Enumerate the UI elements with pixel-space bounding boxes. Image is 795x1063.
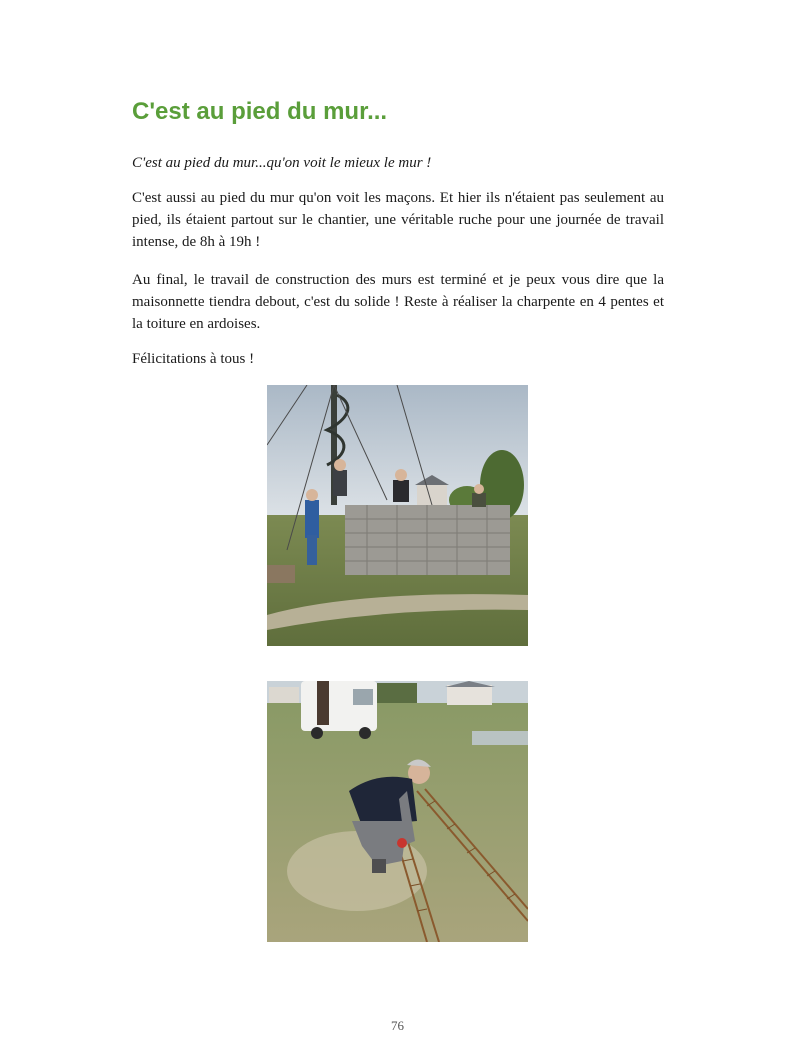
paragraph-construction-complete: Au final, le travail de construction des murs est terminé et je peux vous dire que la maisonnette tiendra debout, c'est du solide ! Reste à réaliser la charpente en 4 pentes et la toiture en ardoises. — [132, 272, 664, 332]
paragraph-congratulations: Félicitations à tous ! — [132, 351, 255, 367]
paragraph-masons: C'est aussi au pied du mur qu'on voit les maçons. Et hier ils n'étaient pas seulement au pied, ils étaient partout sur le chantier, une véritable ruche pour une journée de travail intense, de 8h à 19h ! — [132, 190, 664, 250]
photo-rebar-work — [267, 681, 528, 942]
photo-masons-wall — [267, 385, 528, 646]
article-title: C'est au pied du mur... — [132, 98, 388, 125]
page-number: 76 — [391, 1018, 404, 1033]
intro-paragraph: C'est au pied du mur...qu'on voit le mieux le mur ! — [132, 155, 432, 171]
